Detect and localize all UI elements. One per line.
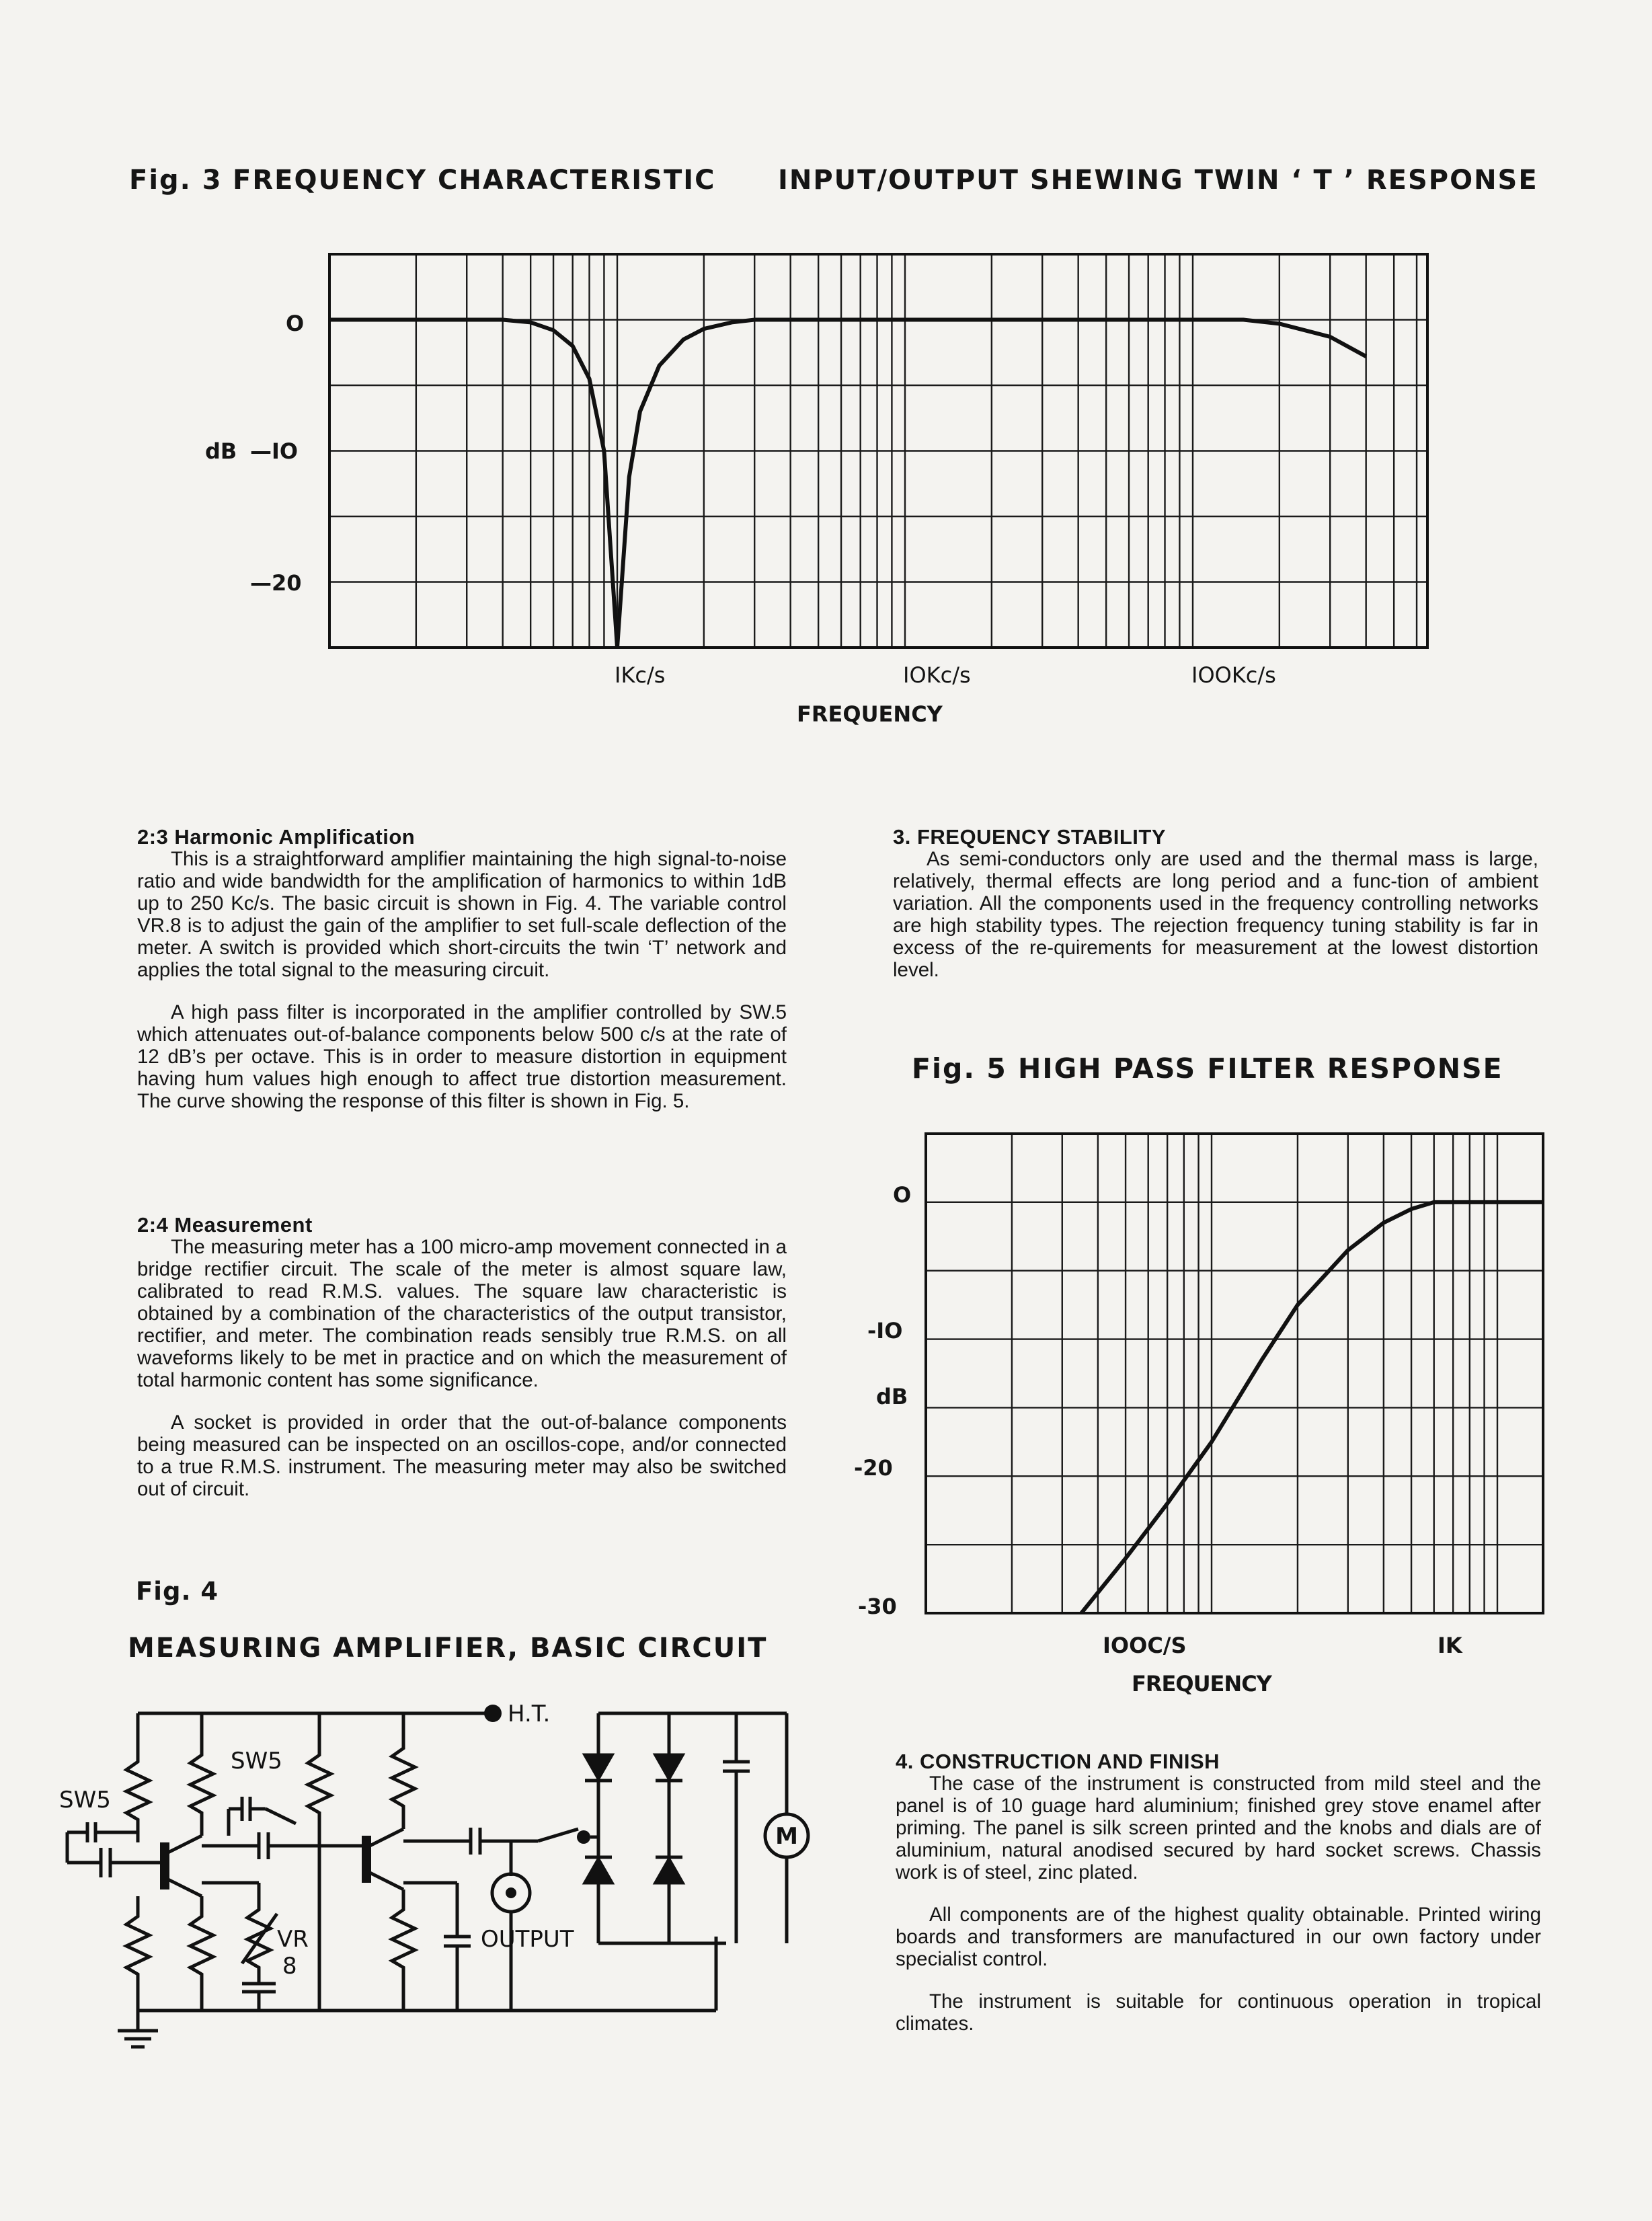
meter-letter: M [775, 1823, 798, 1850]
fig5-ytick-3: -30 [858, 1594, 897, 1619]
diode-2 [585, 1859, 612, 1883]
section-2-3-heading: 2:3 Harmonic Amplification [137, 825, 416, 849]
diode-1 [585, 1755, 612, 1779]
fig3-title-left: FREQUENCY CHARACTERISTIC [233, 165, 716, 196]
sw5-mid-label: SW5 [231, 1748, 282, 1775]
section-2-4-heading: 2:4 Measurement [137, 1213, 313, 1237]
sw5-left-label: SW5 [59, 1787, 111, 1814]
vr-number-label: 8 [282, 1953, 297, 1980]
section-3-heading: 3. FREQUENCY STABILITY [893, 825, 1167, 849]
ht-terminal [484, 1705, 502, 1722]
fig5-title: Fig. 5 HIGH PASS FILTER RESPONSE [912, 1052, 1503, 1085]
fig3-xaxis-label: FREQUENCY [797, 701, 943, 727]
fig5-xaxis-label: FREQUENCY [1132, 1671, 1271, 1697]
fig5-xtick-1k: IK [1438, 1633, 1462, 1658]
fig3-title-right: INPUT/OUTPUT SHEWING TWIN ‘ T ’ RESPONSE [778, 165, 1538, 196]
section-3-p1: As semi-conductors only are used and the thermal mass is large, relatively, thermal effects are long period and a func-tion of ambient variation. All the components used in the frequency controlling networks are high stability types. The rejection frequency tuning stability is far in excess of the re-quirements for measurement at the lowest distortion level. [893, 848, 1538, 981]
fig5-yunit: dB [876, 1384, 908, 1409]
section-4-p2: All components are of the highest quality obtainable. Printed wiring boards and transformers are manufactured in our own factory under specialist control. [896, 1904, 1541, 1970]
fig5-xtick-100: IOOC/S [1103, 1633, 1187, 1658]
fig3-ytick-0: O [286, 311, 305, 336]
fig3-ytick-2: —20 [250, 570, 302, 596]
fig3-xtick-1k: IKc/s [615, 662, 666, 688]
vr-label: VR [277, 1926, 309, 1953]
fig4-label: Fig. 4 [136, 1577, 219, 1606]
fig3-ylabel: dB [205, 438, 237, 464]
fig3-label: Fig. 3 [129, 165, 223, 196]
fig4-title: MEASURING AMPLIFIER, BASIC CIRCUIT [128, 1633, 768, 1664]
section-2-3-p1: This is a straightforward amplifier maintaining the high signal-to-noise ratio and wide bandwidth for the amplification of harmonics to within 1dB up to 250 Kc/s. The basic circuit is shown in Fig. 4. The variable control VR.8 is to adjust the gain of the amplifier to set full-scale deflection of the meter. A switch is provided which short-circuits the twin ‘T’ network and applies the total signal to the measuring circuit. [137, 848, 787, 981]
output-label: OUTPUT [481, 1926, 574, 1953]
fig5-ytick-0: O [893, 1182, 912, 1208]
section-2-4-p1: The measuring meter has a 100 micro-amp movement connected in a bridge rectifier circuit. The scale of the meter is almost square law, calibrated to read R.M.S. values. The square law characteristic is obtained by a combination of the characteristics of the output transistor, rectifier, and meter. The combination reads sensibly true R.M.S. on all waveforms likely to be met in practice and on which the measurement of total harmonic content has some significance. [137, 1236, 787, 1391]
fig5-ytick-2: -20 [854, 1455, 893, 1481]
section-2-4-p2: A socket is provided in order that the out-of-balance components being measured can be inspected on an oscillos-cope, and/or connected to a true R.M.S. instrument. The measuring meter may also be switched out of circuit. [137, 1411, 787, 1500]
section-4-p1: The case of the instrument is constructed from mild steel and the panel is of 10 guage hard aluminium; finished grey stove enamel after priming. The panel is silk screen printed and the knobs and dials are of aluminium, natural anodised secured by hard socket screws. Chassis work is of steel, zinc plated. [896, 1772, 1541, 1883]
section-2-3-p2: A high pass filter is incorporated in the amplifier controlled by SW.5 which attenuates out-of-balance components below 500 c/s at the rate of 12 dB’s per octave. This is in order to measure distortion in equipment having hum values high enough to affect true distortion measurement. The curve showing the response of this filter is shown in Fig. 5. [137, 1001, 787, 1112]
fig3-xtick-10k: IOKc/s [903, 662, 971, 688]
fig3-ytick-1: —IO [250, 438, 299, 464]
ht-label: H.T. [508, 1701, 551, 1727]
diode-3 [656, 1755, 682, 1779]
fig5-ytick-1: -IO [867, 1318, 903, 1343]
section-4-p3: The instrument is suitable for continuous operation in tropical climates. [896, 1990, 1541, 2035]
diode-4 [656, 1859, 682, 1883]
section-4-heading: 4. CONSTRUCTION AND FINISH [896, 1750, 1220, 1773]
fig3-xtick-100k: IOOKc/s [1191, 662, 1276, 688]
